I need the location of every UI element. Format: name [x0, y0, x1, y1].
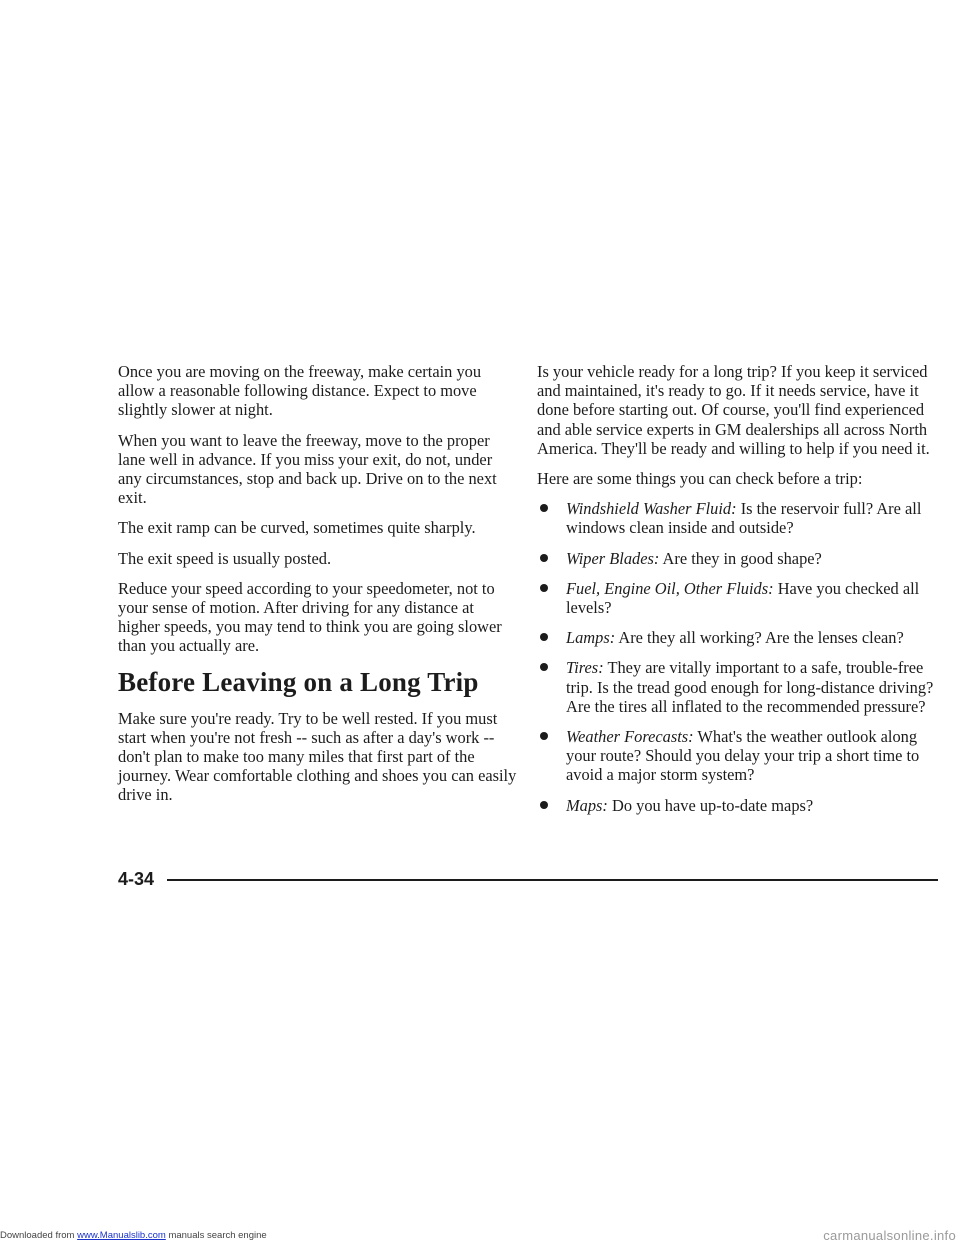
section-heading: Before Leaving on a Long Trip	[118, 666, 479, 697]
bullet-icon	[540, 584, 548, 592]
left-column	[118, 362, 518, 816]
checklist-item	[537, 549, 942, 568]
bullet-icon	[540, 801, 548, 809]
checklist-item	[537, 499, 942, 537]
bullet-icon	[540, 504, 548, 512]
checklist-item	[537, 628, 942, 647]
body-paragraph: The exit speed is usually posted.	[118, 548, 332, 568]
body-paragraph: Make sure you're ready. Try to be well rested. If you must start when you're not fresh -- such as after a day's work -- don't plan to make too many miles that first part of the journey. Wear comfortable clothing and shoes you can easily drive in.	[118, 708, 517, 805]
body-paragraph: Once you are moving on the freeway, make certain you allow a reasonable following distance. Expect to move slightly slower at night.	[118, 362, 482, 420]
body-paragraph: The exit ramp can be curved, sometimes quite sharply.	[118, 518, 476, 538]
body-paragraph: When you want to leave the freeway, move to the proper lane well in advance. If you miss your exit, do not, under any circumstances, stop and back up. Drive on to the next exit.	[118, 430, 497, 508]
checklist-term: Tires:	[566, 658, 604, 678]
checklist-lead: Here are some things you can check before a trip:	[537, 469, 863, 489]
footer-rule	[167, 879, 938, 881]
checklist-text: Are they all working? Are the lenses clean?	[615, 628, 904, 648]
checklist-text: They are vitally important to a safe, trouble-free trip. Is the tread good enough for long-distance driving? Are the tires all inflated to the recommended pressure?	[566, 658, 934, 716]
body-paragraph: Reduce your speed according to your speedometer, not to your sense of motion. After driving for any distance at higher speeds, you may tend to think you are going slower than you actually are.	[118, 578, 502, 656]
checklist-text: Is the reservoir full? Are all windows clean inside and outside?	[566, 499, 922, 538]
manualslib-link[interactable]: www.Manualslib.com	[77, 1230, 166, 1241]
checklist-item	[537, 579, 942, 617]
download-prefix: Downloaded from	[0, 1230, 78, 1241]
bullet-icon	[540, 732, 548, 740]
bullet-icon	[540, 554, 548, 562]
checklist-item	[537, 658, 942, 716]
download-suffix: manuals search engine	[165, 1230, 267, 1241]
checklist-text: Are they in good shape?	[659, 548, 822, 568]
checklist-term: Fuel, Engine Oil, Other Fluids:	[566, 578, 774, 598]
checklist-term: Wiper Blades:	[566, 548, 660, 568]
checklist-text: Do you have up-to-date maps?	[607, 795, 814, 815]
watermark: carmanualsonline.info	[823, 1228, 956, 1243]
page-number: 4-34	[118, 869, 155, 889]
checklist-text: Have you checked all levels?	[566, 578, 920, 618]
right-column	[537, 362, 942, 826]
checklist-term: Maps:	[566, 795, 608, 815]
bullet-icon	[540, 663, 548, 671]
checklist-text: What's the weather outlook along your route? Should you delay your trip a short time to avoid a major storm system?	[566, 727, 920, 785]
download-notice	[0, 1230, 267, 1242]
checklist-term: Lamps:	[566, 628, 616, 648]
trip-checklist	[537, 499, 942, 815]
checklist-item	[537, 796, 942, 815]
bullet-icon	[540, 633, 548, 641]
checklist-term: Weather Forecasts:	[566, 727, 694, 747]
checklist-item	[537, 727, 942, 785]
checklist-term: Windshield Washer Fluid:	[566, 499, 737, 519]
intro-paragraph: Is your vehicle ready for a long trip? If you keep it serviced and maintained, it's ready to go. If it needs service, have it done before starting out. Of course, you'll find experienced and able service experts in GM dealerships all across North America. They'll be ready and willing to help if you need it.	[537, 362, 930, 458]
